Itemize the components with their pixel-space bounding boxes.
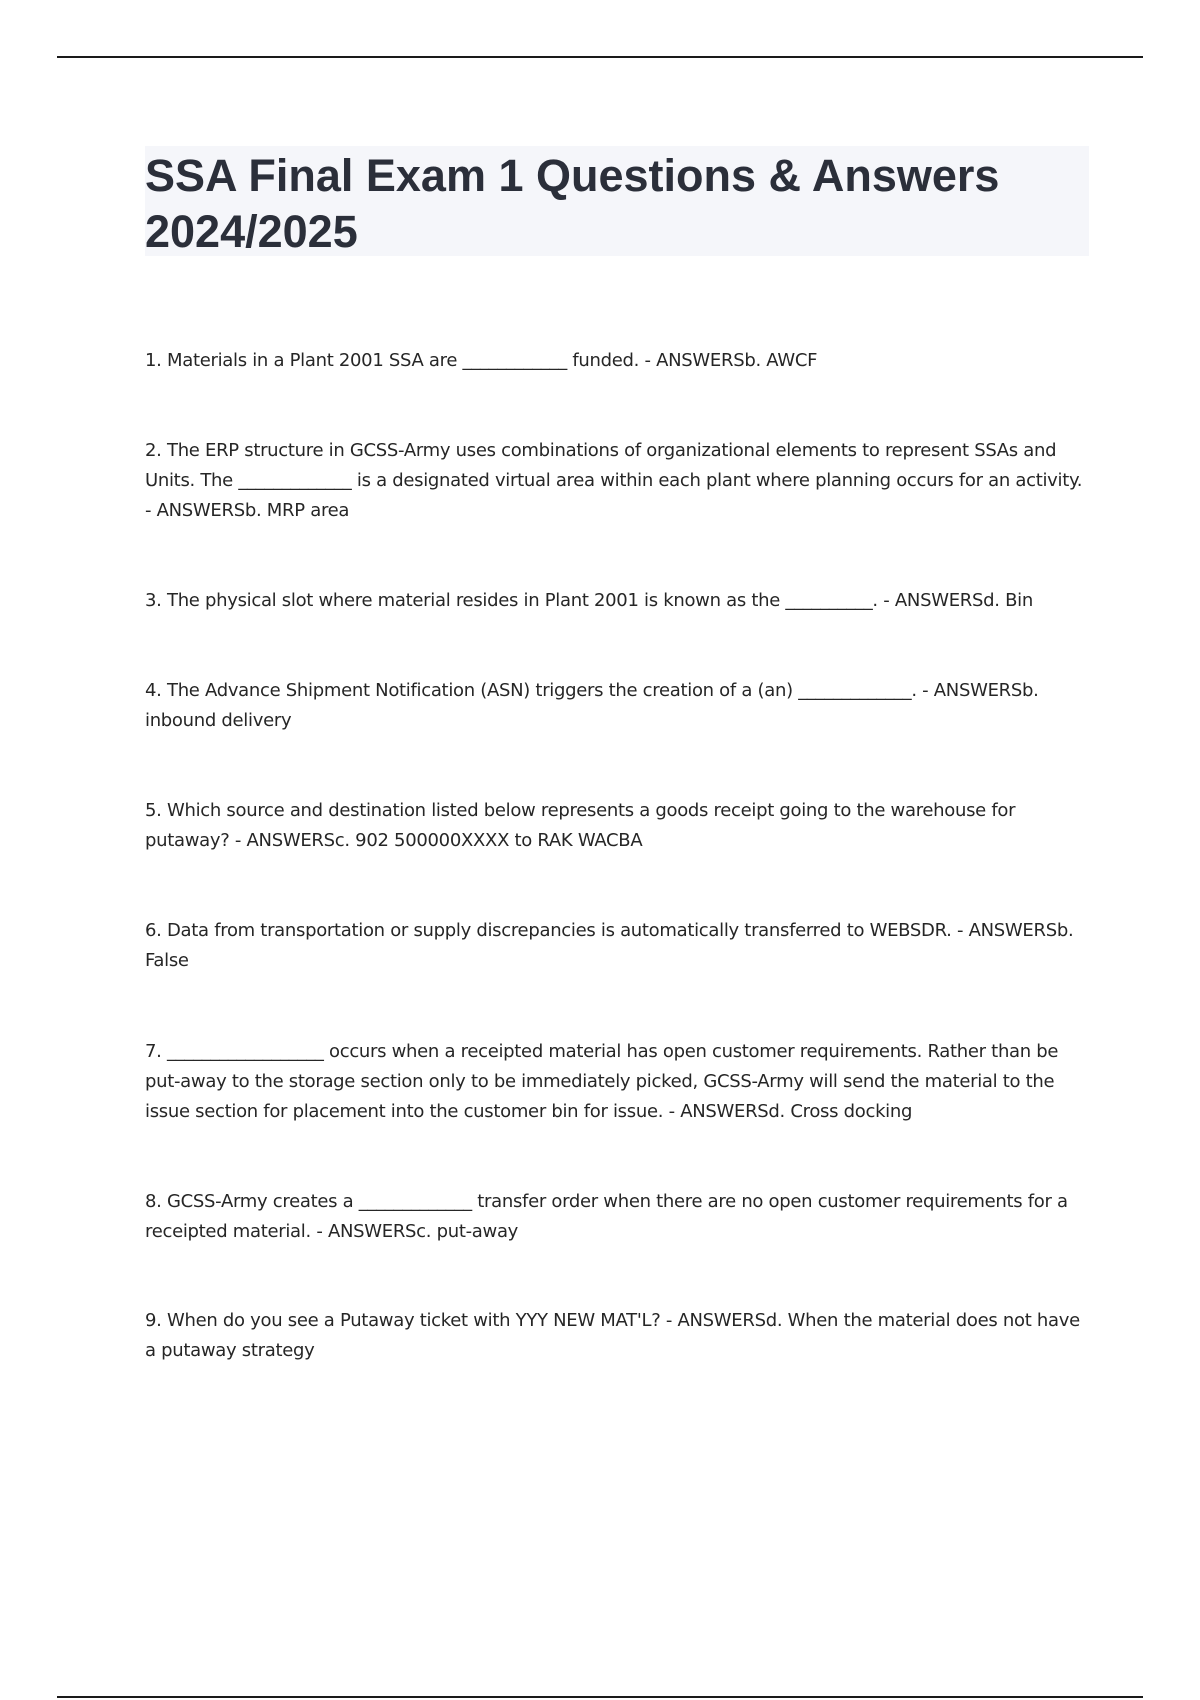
question-text: 4. The Advance Shipment Notification (ASN) triggers the creation of a (an) _____________. - (145, 680, 934, 701)
question-text: 5. Which source and destination listed below represents a goods receipt going to the warehouse for putaway? - (145, 800, 1016, 851)
bottom-rule (57, 1696, 1143, 1698)
document-title: SSA Final Exam 1 Questions & Answers 2024/2025 (145, 150, 1000, 257)
answer-text: ANSWERSb. AWCF (656, 350, 818, 371)
question-text: 3. The physical slot where material resides in Plant 2001 is known as the __________. - (145, 590, 895, 611)
answer-text: ANSWERSd. When the material does not have a putaway strategy (145, 1310, 1080, 1361)
qa-item-1 (145, 346, 1085, 376)
question-text: 2. The ERP structure in GCSS-Army uses combinations of organizational elements to represent SSAs and Units. The _____________ is a designated virtual area within each plant where planning occurs for an activity. - (145, 440, 1083, 521)
question-text: 9. When do you see a Putaway ticket with YYY NEW MAT'L? - (145, 1310, 678, 1331)
qa-item-9 (145, 1306, 1085, 1366)
answer-text: ANSWERSb. inbound delivery (145, 680, 1039, 731)
answer-text: ANSWERSb. MRP area (156, 500, 350, 521)
answer-text: ANSWERSd. Cross docking (680, 1101, 913, 1122)
qa-item-2 (145, 436, 1085, 526)
qa-item-3 (145, 586, 1085, 616)
question-text: 1. Materials in a Plant 2001 SSA are ____________ funded. - (145, 350, 657, 371)
question-text: 7. __________________ occurs when a receipted material has open customer requirements. Rather than be put-away to the storage section only to be immediately picked, GCSS-Army will send the material to the issue section for placement into the customer bin for issue. - (145, 1041, 1059, 1122)
answer-text: ANSWERSc. 902 500000XXXX to RAK WACBA (246, 830, 643, 851)
answer-text: ANSWERSc. put-away (327, 1221, 519, 1242)
answer-text: ANSWERSd. Bin (894, 590, 1033, 611)
qa-item-4 (145, 676, 1085, 736)
qa-item-6 (145, 916, 1085, 976)
qa-item-5 (145, 796, 1085, 856)
title-block (145, 146, 1089, 256)
top-rule (57, 56, 1143, 58)
qa-item-7 (145, 1037, 1085, 1127)
question-text: 6. Data from transportation or supply discrepancies is automatically transferred to WEBSDR. - (145, 920, 969, 941)
question-text: 8. GCSS-Army creates a _____________ transfer order when there are no open customer requirements for a receipted material. - (145, 1191, 1068, 1242)
qa-item-8 (145, 1187, 1085, 1247)
answer-text: ANSWERSb. False (145, 920, 1074, 971)
